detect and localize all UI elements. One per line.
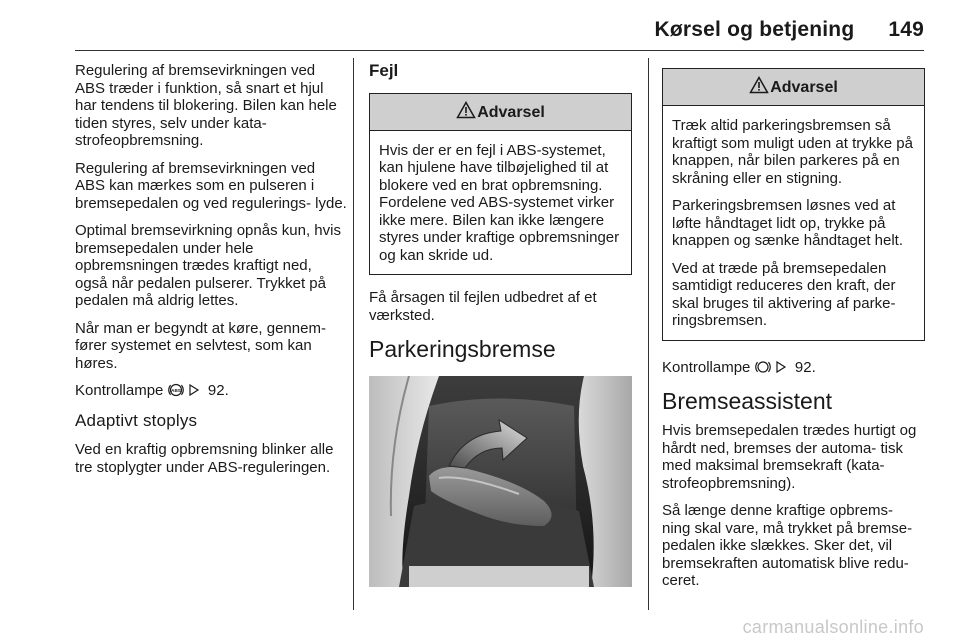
warning-triangle-icon: [749, 71, 769, 89]
paragraph: Regulering af bremsevirkningen ved ABS kan mærkes som en pulseren i bremsepedalen og ved regulerings- lyde.: [75, 159, 347, 212]
page-number: 149: [888, 18, 924, 41]
paragraph: Når man er begyndt at køre, gennem- fører systemet en selvtest, som kan høres.: [75, 319, 326, 372]
page-header-title: [655, 18, 924, 42]
warning-header: [663, 69, 924, 106]
control-lamp-line: [75, 382, 347, 400]
paragraph: Regulering af bremsevirkningen ved ABS træder i funktion, så snart et hjul har tendens til blokering. Bilen kan hele tiden styres, selv under kata- strofeopbremsning.: [75, 62, 337, 149]
warning-text: Træk altid parkeringsbremsen så kraftigt som muligt uden at trykke på knappen, når bilen parkeres på en skråning eller en stigning.: [672, 117, 913, 187]
svg-text:ABS: ABS: [170, 388, 181, 393]
page-reference[interactable]: 92.: [794, 358, 816, 376]
page-reference-arrow-icon[interactable]: [188, 382, 204, 398]
warning-box: [369, 93, 632, 276]
warning-title: Advarsel: [477, 103, 545, 121]
paragraph: Hvis bremsepedalen trædes hurtigt og hårdt ned, bremses der automa- tisk med maksimal bremsekraft (kata- strofeopbremsning).: [662, 422, 917, 492]
section-heading-bremseassistent: Bremseassistent: [662, 388, 833, 414]
warning-text: Hvis der er en fejl i ABS-systemet, kan hjulene have tilbøjelighed til at blokere ved en brat opbremsning. Fordelene ved ABS-systemet virker ikke mere. Bilen kan ikke længere styres under kraftige opbremsninger og kan skride ud.: [379, 141, 620, 264]
header-divider: [75, 50, 924, 51]
paragraph: Optimal bremsevirkning opnås kun, hvis bremsepedalen under hele opbremsningen trædes kraftigt ned, også når pedalen pulserer. Trykket på pedalen må aldrig lettes.: [75, 222, 341, 309]
section-heading-parkeringsbremse: Parkeringsbremse: [369, 336, 556, 362]
page-reference[interactable]: 92.: [207, 382, 229, 399]
column-divider-1: [353, 58, 354, 610]
control-lamp-label: Kontrollampe: [75, 382, 164, 399]
warning-triangle-icon: [456, 96, 476, 114]
warning-title: Advarsel: [770, 79, 838, 96]
warning-body: [663, 106, 924, 340]
brake-warning-lamp-icon: [755, 359, 771, 375]
warning-body: [370, 131, 631, 275]
subheading-fejl: Fejl: [369, 61, 399, 80]
column-right: [662, 62, 925, 600]
control-lamp-label: Kontrollampe: [662, 358, 751, 376]
warning-box: [662, 68, 925, 341]
column-middle: [369, 62, 632, 587]
column-divider-2: [648, 58, 649, 610]
warning-header: [370, 94, 631, 131]
chapter-title: Kørsel og betjening: [654, 18, 855, 41]
warning-text: Parkeringsbremsen løsnes ved at løfte håndtaget lidt op, trykke på knappen og sænke håndtaget helt.: [672, 197, 904, 249]
abs-warning-lamp-icon: [168, 382, 184, 398]
warning-text: Ved at træde på bremsepedalen samtidigt reduceres den kraft, der skal bruges til aktivering af parke- ringsbremsen.: [672, 259, 896, 329]
control-lamp-line: [662, 359, 925, 377]
paragraph: Så længe denne kraftige opbrems- ning skal vare, må trykket på bremse- pedalen ikke slækkes. Sker det, vil bremsekraften automatisk blive redu- ceret.: [662, 502, 913, 589]
column-left: [75, 62, 347, 486]
watermark: carmanualsonline.info: [742, 617, 924, 637]
section-heading: Adaptivt stoplys: [75, 410, 198, 430]
paragraph: Ved en kraftig opbremsning blinker alle tre stoplygter under ABS-reguleringen.: [75, 441, 334, 476]
page-reference-arrow-icon[interactable]: [775, 359, 791, 375]
paragraph: Få årsagen til fejlen udbedret af et værksted.: [369, 289, 597, 324]
parking-brake-photo: [369, 376, 632, 587]
